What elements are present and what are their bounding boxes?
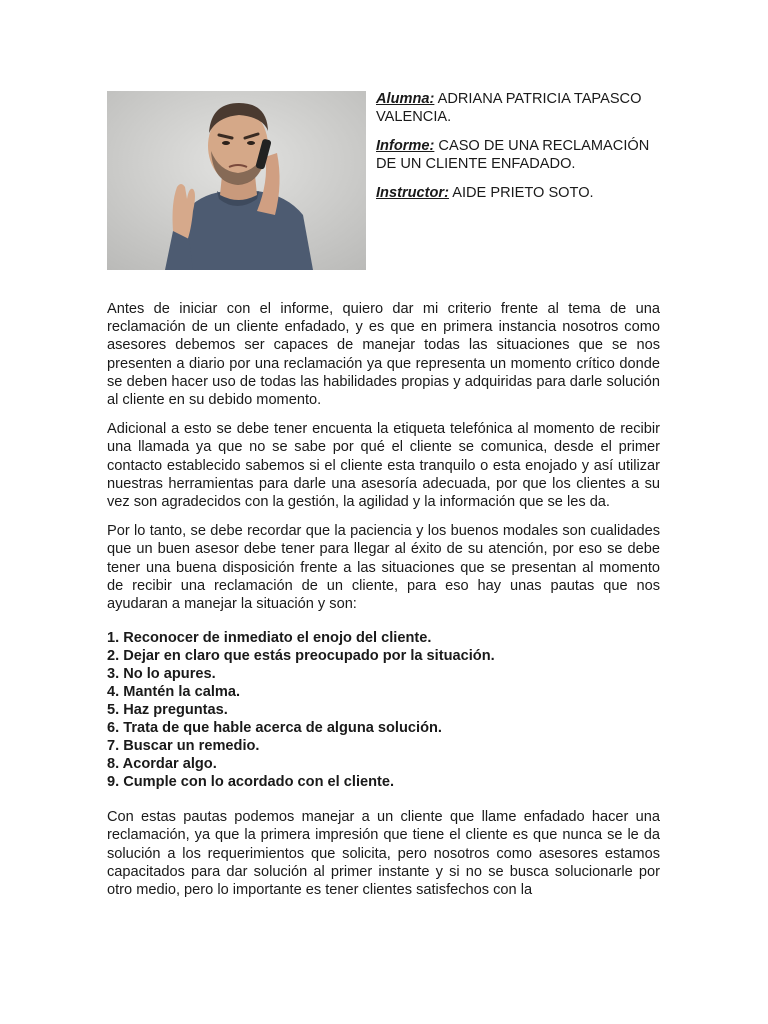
alumna-value: ADRIANA PATRICIA TAPASCO VALENCIA. [376, 91, 642, 125]
informe-line [376, 137, 666, 173]
instructor-value: AIDE PRIETO SOTO. [448, 185, 594, 201]
paragraph: Antes de iniciar con el informe, quiero dar mi criterio frente al tema de una reclamación de un cliente enfadado, y es que en primera instancia nosotros como asesores debemos ser capaces de manejar todas las situaciones que se nos presenten a diario por una reclamación ya que representa un momento crítico donde se deben hacer uso de todas las habilidades propias y adquiridas para darle solución al cliente en su debido momento. [107, 301, 660, 409]
list-item: 2. Dejar en claro que estás preocupado por la situación. [107, 648, 495, 665]
list-item: 7. Buscar un remedio. [107, 738, 260, 755]
instructor-label: Instructor: [376, 185, 449, 201]
closing-paragraph: Con estas pautas podemos manejar a un cliente que llame enfadado hacer una reclamación, ya que la primera impresión que tiene el cliente es que nunca se le da solución a los requerimientos que solicita, pero nosotros como asesores estamos capacitados para dar solución al primer instante y si no se busca solucionarle por otro medio, pero lo importante es tener clientes satisfechos con la [107, 809, 660, 899]
guidelines-list [107, 629, 660, 791]
paragraph: Adicional a esto se debe tener encuenta la etiqueta telefónica al momento de recibir una llamada ya que no se sabe por qué el cliente se comunica, desde el primer contacto establecido sabemos si el cliente esta tranquilo o esta enojado y así utilizar nuestras herramientas para darle una asesoría adecuada, por que los clientes a su vez son agradecidos con la gestión, la agilidad y la información que se les da. [107, 421, 660, 511]
informe-value: CASO DE UNA RECLAMACIÓN DE UN CLIENTE ENFADADO. [376, 138, 650, 172]
man-on-phone-photo [107, 91, 366, 270]
document-body [107, 300, 660, 910]
list-item: 1. Reconocer de inmediato el enojo del cliente. [107, 630, 432, 647]
informe-label: Informe: [376, 138, 435, 154]
list-item: 3. No lo apures. [107, 666, 216, 683]
alumna-label: Alumna: [376, 91, 435, 107]
list-item: 9. Cumple con lo acordado con el cliente. [107, 774, 395, 791]
list-item: 8. Acordar algo. [107, 756, 217, 773]
list-item: 4. Mantén la calma. [107, 684, 241, 701]
list-item: 6. Trata de que hable acerca de alguna solución. [107, 720, 442, 737]
list-item: 5. Haz preguntas. [107, 702, 228, 719]
header-info [376, 90, 666, 213]
alumna-line [376, 90, 666, 126]
paragraph: Por lo tanto, se debe recordar que la paciencia y los buenos modales son cualidades que un buen asesor debe tener para llegar al éxito de su atención, por eso se debe tener una buena disposición frente a las situaciones que se presentan al momento de recibir una reclamación de un cliente, para eso hay unas pautas que nos ayudaran a manejar la situación y son: [107, 523, 660, 613]
instructor-line [376, 184, 666, 202]
